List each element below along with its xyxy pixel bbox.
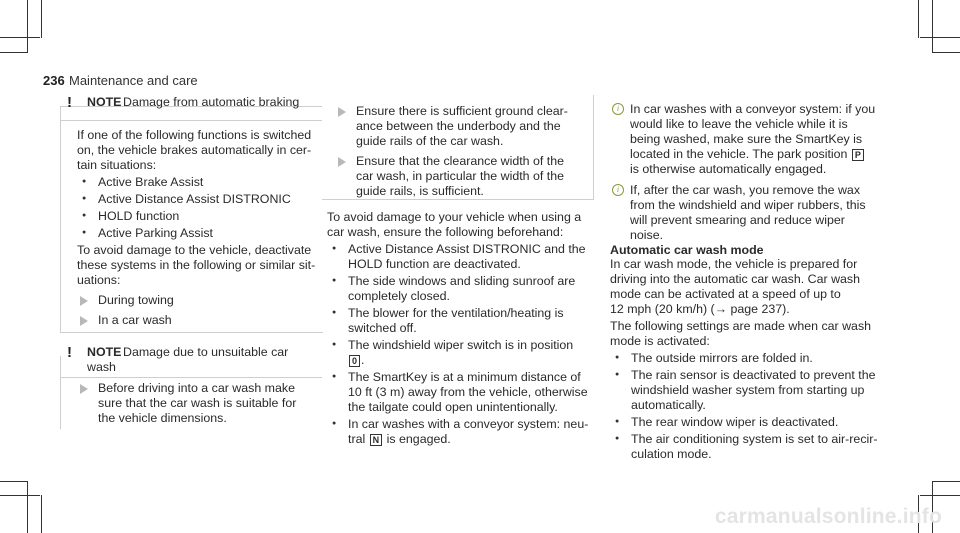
note-heading: Damage from automatic braking	[123, 95, 300, 109]
crop-mark	[0, 481, 28, 482]
list-item: Active Parking Assist	[98, 226, 214, 240]
bullet-icon: ●	[332, 277, 337, 284]
paragraph-line: mode can be activated at a speed of up to	[610, 287, 841, 301]
bullet-icon: ●	[332, 341, 337, 348]
watermark: carmanualsonline.info	[714, 505, 942, 528]
step-line: guide rails, is sufficient.	[356, 184, 484, 198]
neutral-key-icon: N	[370, 434, 383, 446]
crop-mark	[920, 495, 960, 496]
info-line	[630, 147, 865, 163]
step-item: In a car wash	[98, 313, 172, 327]
bullet-icon: ●	[82, 229, 87, 236]
bullet-icon: ●	[615, 418, 620, 425]
list-item: The blower for the ventilation/heating is	[348, 306, 564, 320]
page-number: 236	[43, 73, 65, 88]
bullet-icon: ●	[332, 373, 337, 380]
step-arrow-icon	[338, 107, 346, 117]
step-arrow-icon	[80, 296, 88, 306]
crop-mark	[0, 495, 40, 496]
bullet-icon: ●	[615, 435, 620, 442]
list-item: completely closed.	[348, 289, 450, 303]
page-reference[interactable]: 12 mph (20 km/h) (→ page 237).	[610, 302, 790, 316]
crop-mark	[27, 0, 28, 52]
list-item: switched off.	[348, 321, 417, 335]
info-line: noise.	[630, 228, 664, 242]
page-title: Maintenance and care	[69, 73, 198, 88]
step-line: Before driving into a car wash make	[98, 381, 295, 395]
info-line: In car washes with a conveyor system: if you	[630, 102, 876, 116]
note-heading-rule	[60, 120, 322, 121]
step-line: the vehicle dimensions.	[98, 411, 227, 425]
paragraph-line: To avoid damage to the vehicle, deactivate	[77, 243, 312, 257]
note-box-right-edge	[593, 95, 594, 199]
step-line: Ensure there is sufficient ground clear-	[356, 104, 568, 118]
step-line: car wash, in particular the width of the	[356, 169, 564, 183]
list-item: 10 ft (3 m) away from the vehicle, otherwise	[348, 385, 588, 399]
bullet-icon: ●	[615, 354, 620, 361]
list-item: The rain sensor is deactivated to prevent the	[631, 368, 876, 382]
list-item: The outside mirrors are folded in.	[631, 351, 813, 365]
list-item: The windshield wiper switch is in position	[348, 338, 574, 352]
paragraph-line: on, the vehicle brakes automatically in cer-	[77, 143, 312, 157]
crop-mark	[918, 0, 919, 38]
crop-mark	[41, 0, 42, 38]
list-item: The SmartKey is at a minimum distance of	[348, 370, 581, 384]
list-item: The rear window wiper is deactivated.	[631, 415, 839, 429]
warning-icon: !	[67, 344, 72, 361]
crop-mark	[0, 52, 28, 53]
bullet-icon: ●	[615, 371, 620, 378]
bullet-icon: ●	[82, 178, 87, 185]
park-key-icon: P	[852, 149, 864, 161]
crop-mark	[932, 52, 960, 53]
step-line: Ensure that the clearance width of the	[356, 154, 565, 168]
bullet-icon: ●	[332, 245, 337, 252]
crop-mark	[0, 37, 40, 38]
paragraph-line: uations:	[77, 273, 121, 287]
note-label: NOTE	[87, 345, 122, 359]
crop-mark	[41, 495, 42, 533]
bullet-icon: ●	[332, 420, 337, 427]
info-line: being washed, make sure the SmartKey is	[630, 132, 863, 146]
step-arrow-icon	[80, 316, 88, 326]
crop-mark	[920, 37, 960, 38]
note-heading: wash	[87, 360, 116, 374]
list-item: Active Brake Assist	[98, 175, 204, 189]
note-heading: Damage due to unsuitable car	[123, 345, 289, 359]
list-item: culation mode.	[631, 447, 712, 461]
list-item: windshield washer system from starting up	[631, 383, 865, 397]
info-text: located in the vehicle. The park position	[630, 147, 848, 161]
paragraph-line: car wash, ensure the following beforehand:	[327, 225, 564, 239]
list-item: In car washes with a conveyor system: neu-	[348, 417, 589, 431]
info-icon: i	[612, 103, 624, 115]
step-line: ance between the underbody and the	[356, 119, 561, 133]
info-line: from the windshield and wiper rubbers, this	[630, 198, 866, 212]
info-line: If, after the car wash, you remove the wax	[630, 183, 861, 197]
info-line: would like to leave the vehicle while it is	[630, 117, 848, 131]
info-icon: i	[612, 184, 624, 196]
paragraph-line: mode is activated:	[610, 334, 710, 348]
crop-mark	[932, 481, 960, 482]
paragraph-line: If one of the following functions is switched	[77, 128, 312, 142]
crop-mark	[932, 0, 933, 52]
info-line: will prevent smearing and reduce wiper	[630, 213, 845, 227]
list-item: HOLD function are deactivated.	[348, 257, 521, 271]
note-heading-rule	[60, 377, 322, 378]
bullet-icon: ●	[82, 212, 87, 219]
list-item: automatically.	[631, 398, 706, 412]
step-item: During towing	[98, 293, 174, 307]
list-item-suffix: is engaged.	[386, 432, 451, 446]
step-arrow-icon	[338, 157, 346, 167]
list-item	[348, 432, 451, 448]
step-line: sure that the car wash is suitable for	[98, 396, 297, 410]
list-item: 0 .	[348, 353, 364, 369]
step-line: guide rails of the car wash.	[356, 134, 504, 148]
list-item: Active Distance Assist DISTRONIC	[98, 192, 291, 206]
list-item: The air conditioning system is set to air-recir-	[631, 432, 878, 446]
note-label: NOTE	[87, 95, 122, 109]
list-item-prefix: tral	[348, 432, 366, 446]
paragraph-line: driving into the automatic car wash. Car wash	[610, 272, 860, 286]
list-item: the tailgate could open unintentionally.	[348, 400, 558, 414]
section-heading: Automatic car wash mode	[610, 243, 764, 257]
step-arrow-icon	[80, 384, 88, 394]
paragraph-line: To avoid damage to your vehicle when using a	[327, 210, 582, 224]
bullet-icon: ●	[332, 309, 337, 316]
paragraph-line: The following settings are made when car wash	[610, 319, 872, 333]
wiper-position-key-icon: 0	[349, 355, 360, 367]
paragraph-line: these systems in the following or similar sit-	[77, 258, 316, 272]
crop-mark	[27, 481, 28, 533]
paragraph-line: In car wash mode, the vehicle is prepared for	[610, 257, 858, 271]
list-item: The side windows and sliding sunroof are	[348, 274, 576, 288]
warning-icon: !	[67, 94, 72, 111]
list-item: Active Distance Assist DISTRONIC and the	[348, 242, 586, 256]
bullet-icon: ●	[82, 195, 87, 202]
list-item: HOLD function	[98, 209, 180, 223]
info-line: is otherwise automatically engaged.	[630, 162, 827, 176]
paragraph-line: tain situations:	[77, 158, 157, 172]
